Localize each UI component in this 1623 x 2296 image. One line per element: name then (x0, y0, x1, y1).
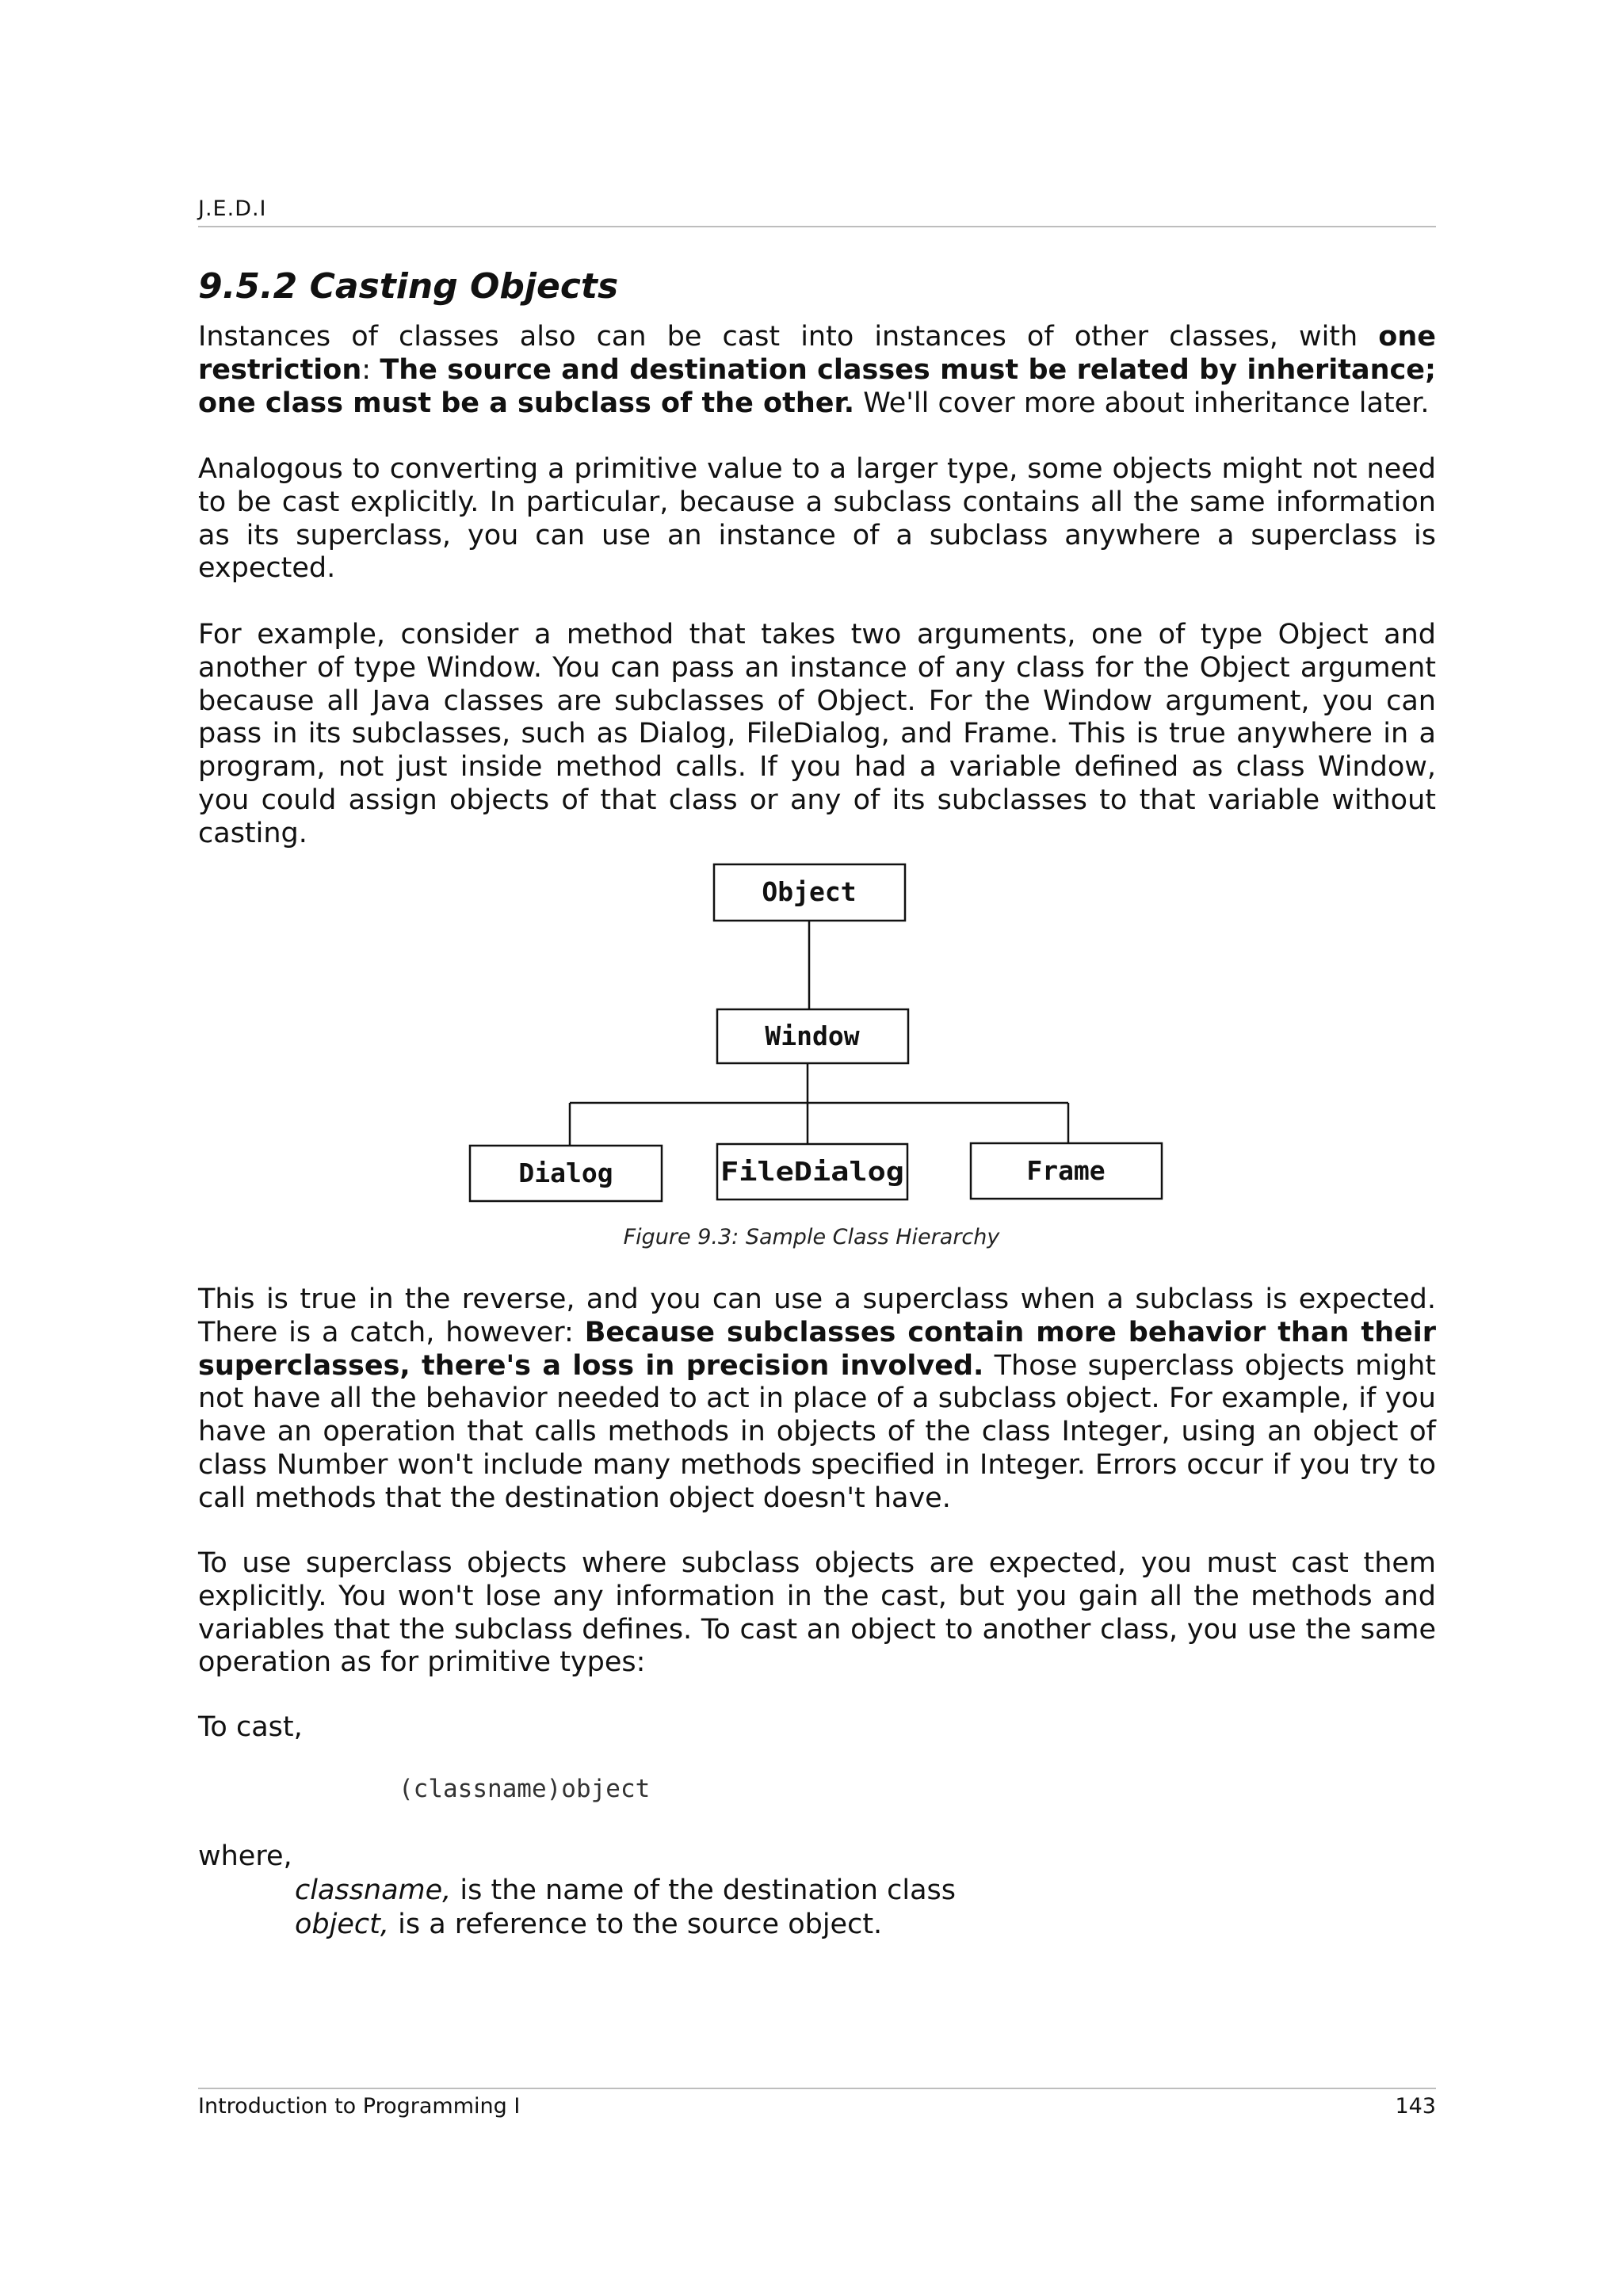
text-run: Those superclass objects might not have all the behavior needed to act in place of a subclass object. For example, if you have an operation that calls methods in objects of the class Integer, using an object of class Number won't include many methods specified in Integer. Errors occur if you try to call methods that the destination object doesn't have. (198, 1349, 1436, 1514)
node-filedialog-label: FileDialog (720, 1156, 904, 1187)
bold-run: one restriction (198, 321, 1436, 386)
paragraph-reverse-cast (198, 1283, 1436, 1516)
to-cast-label: To cast, (198, 1711, 303, 1743)
text-run: This is true in the reverse, and you can use a superclass when a subclass is expected. There is a catch, however: (198, 1283, 1436, 1348)
node-object-label: Object (762, 876, 857, 907)
page-footer (198, 2088, 1436, 2119)
footer-title: Introduction to Programming I (198, 2094, 521, 2119)
running-header: J.E.D.I (198, 196, 1436, 227)
page-number: 143 (1395, 2094, 1436, 2119)
definition-term: object, (295, 1909, 389, 1940)
paragraph-implicit-cast: Analogous to converting a primitive value to a larger type, some objects might not need to be cast explicitly. In particular, because a subclass contains all the same information as its superclass, you can use an instance of a subclass anywhere a superclass is expected. (198, 453, 1436, 585)
definition-term: classname, (295, 1875, 452, 1906)
definition-list (295, 1874, 956, 1942)
definition-classname (295, 1874, 956, 1908)
text-run: We'll cover more about inheritance later. (854, 387, 1430, 419)
node-frame-label: Frame (1026, 1155, 1106, 1186)
bold-run: Because subclasses contain more behavior than their superclasses, there's a loss in precision involved. (198, 1316, 1436, 1382)
section-title: 9.5.2 Casting Objects (198, 266, 619, 307)
definition-desc: is the name of the destination class (451, 1875, 956, 1906)
text-run: : (361, 353, 380, 386)
cast-syntax-code: (classname)object (399, 1775, 651, 1803)
paragraph-explicit-cast: To use superclass objects where subclass objects are expected, you must cast them explicitly. You won't lose any information in the cast, but you gain all the methods and variables that the subclass defines. To cast an object to another class, you use the same operation as for primitive types: (198, 1547, 1436, 1679)
node-dialog-label: Dialog (518, 1158, 613, 1188)
paragraph-example: For example, consider a method that takes two arguments, one of type Object and another of type Window. You can pass an instance of any class for the Object argument because all Java classes are subclasses of Object. For the Window argument, you can pass in its subclasses, such as Dialog, FileDialog, and Frame. This is true anywhere in a program, not just inside method calls. If you had a variable defined as class Window, you could assign objects of that class or any of its subclasses to that variable without casting. (198, 619, 1436, 849)
definition-desc: is a reference to the source object. (388, 1909, 883, 1940)
text-run: Instances of classes also can be cast into instances of other classes, with (198, 321, 1379, 353)
definition-object (295, 1908, 956, 1942)
where-label: where, (198, 1840, 292, 1872)
bold-run: The source and destination classes must be related by inheritance; one class must be a subclass of the other. (198, 353, 1436, 419)
figure-caption: Figure 9.3: Sample Class Hierarchy (623, 1225, 1000, 1249)
node-window-label: Window (765, 1020, 860, 1051)
